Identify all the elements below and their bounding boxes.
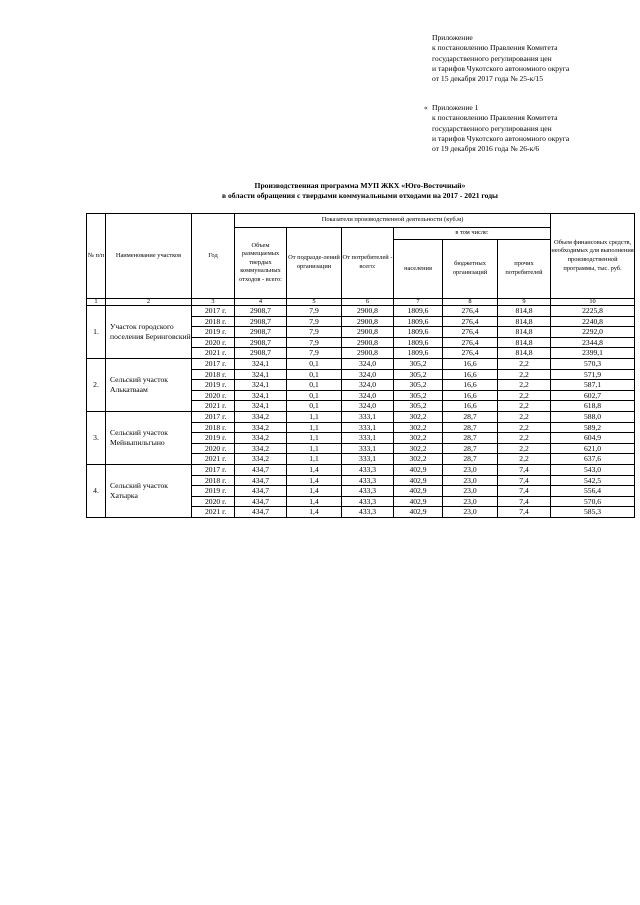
header-other: прочих потребителей xyxy=(498,240,551,299)
column-number: 6 xyxy=(342,299,394,306)
from-orgs-cell: 1,4 xyxy=(287,464,342,475)
volume-cell: 434,7 xyxy=(235,464,287,475)
finance-cell: 2292,0 xyxy=(551,327,635,338)
budget-cell: 28,7 xyxy=(443,433,498,444)
table-body xyxy=(87,306,635,518)
volume-cell: 2908,7 xyxy=(235,327,287,338)
volume-cell: 2908,7 xyxy=(235,348,287,359)
year-cell: 2019 г. xyxy=(192,380,235,391)
population-cell: 1809,6 xyxy=(394,306,443,317)
year-cell: 2018 г. xyxy=(192,316,235,327)
finance-cell: 571,9 xyxy=(551,369,635,380)
from-consumers-cell: 433,3 xyxy=(342,496,394,507)
population-cell: 302,2 xyxy=(394,443,443,454)
header-budget: бюджетных организаций xyxy=(443,240,498,299)
annex-line: и тарифов Чукотского автономного округа xyxy=(432,63,570,73)
budget-cell: 16,6 xyxy=(443,380,498,391)
budget-cell: 16,6 xyxy=(443,390,498,401)
from-orgs-cell: 7,9 xyxy=(287,348,342,359)
finance-cell: 604,9 xyxy=(551,433,635,444)
year-cell: 2019 г. xyxy=(192,486,235,497)
finance-cell: 2225,8 xyxy=(551,306,635,317)
finance-cell: 621,0 xyxy=(551,443,635,454)
budget-cell: 16,6 xyxy=(443,401,498,412)
from-consumers-cell: 433,3 xyxy=(342,486,394,497)
year-cell: 2021 г. xyxy=(192,454,235,465)
column-number: 2 xyxy=(106,299,192,306)
volume-cell: 334,2 xyxy=(235,443,287,454)
finance-cell: 2240,8 xyxy=(551,316,635,327)
finance-cell: 602,7 xyxy=(551,390,635,401)
population-cell: 305,2 xyxy=(394,401,443,412)
other-cell: 2,2 xyxy=(498,411,551,422)
group-number: 4. xyxy=(87,464,106,517)
budget-cell: 28,7 xyxy=(443,443,498,454)
volume-cell: 324,1 xyxy=(235,390,287,401)
finance-cell: 543,0 xyxy=(551,464,635,475)
population-cell: 402,9 xyxy=(394,464,443,475)
budget-cell: 23,0 xyxy=(443,486,498,497)
finance-cell: 556,4 xyxy=(551,486,635,497)
volume-cell: 334,2 xyxy=(235,422,287,433)
document-title xyxy=(80,181,640,200)
annex-line: и тарифов Чукотского автономного округа xyxy=(432,133,570,143)
other-cell: 2,2 xyxy=(498,390,551,401)
other-cell: 814,8 xyxy=(498,348,551,359)
year-cell: 2018 г. xyxy=(192,422,235,433)
other-cell: 7,4 xyxy=(498,496,551,507)
header-year: Год xyxy=(192,214,235,299)
group-number: 1. xyxy=(87,306,106,359)
from-orgs-cell: 0,1 xyxy=(287,380,342,391)
population-cell: 1809,6 xyxy=(394,327,443,338)
from-orgs-cell: 7,9 xyxy=(287,306,342,317)
from-consumers-cell: 333,1 xyxy=(342,433,394,444)
finance-cell: 585,3 xyxy=(551,507,635,518)
title-line-2: в области обращения с твердыми коммунальными отходами на 2017 - 2021 годы xyxy=(221,190,498,200)
budget-cell: 276,4 xyxy=(443,348,498,359)
from-orgs-cell: 1,1 xyxy=(287,411,342,422)
volume-cell: 324,1 xyxy=(235,380,287,391)
finance-cell: 570,6 xyxy=(551,496,635,507)
from-orgs-cell: 7,9 xyxy=(287,327,342,338)
from-orgs-cell: 1,1 xyxy=(287,422,342,433)
population-cell: 402,9 xyxy=(394,475,443,486)
population-cell: 302,2 xyxy=(394,422,443,433)
annex-line: от 15 декабря 2017 года № 25-к/15 xyxy=(432,74,544,84)
year-cell: 2019 г. xyxy=(192,327,235,338)
year-cell: 2017 г. xyxy=(192,411,235,422)
column-number: 5 xyxy=(287,299,342,306)
year-cell: 2021 г. xyxy=(192,348,235,359)
from-consumers-cell: 324,0 xyxy=(342,369,394,380)
population-cell: 1809,6 xyxy=(394,337,443,348)
budget-cell: 276,4 xyxy=(443,306,498,317)
header-from-orgs: От подразде-лений организации xyxy=(287,228,342,299)
from-orgs-cell: 0,1 xyxy=(287,358,342,369)
title-line-1: Производственная программа МУП ЖКХ «Юго-Восточный» xyxy=(254,181,466,190)
budget-cell: 23,0 xyxy=(443,496,498,507)
other-cell: 2,2 xyxy=(498,380,551,391)
population-cell: 402,9 xyxy=(394,496,443,507)
from-consumers-cell: 333,1 xyxy=(342,454,394,465)
header-from-consumers: От потребителей - всего: xyxy=(342,228,394,299)
from-orgs-cell: 1,4 xyxy=(287,496,342,507)
year-cell: 2017 г. xyxy=(192,358,235,369)
from-consumers-cell: 2900,8 xyxy=(342,337,394,348)
volume-cell: 324,1 xyxy=(235,401,287,412)
budget-cell: 28,7 xyxy=(443,422,498,433)
population-cell: 302,2 xyxy=(394,411,443,422)
other-cell: 814,8 xyxy=(498,316,551,327)
annex-line: государственного регулирования цен xyxy=(432,123,552,133)
year-cell: 2018 г. xyxy=(192,369,235,380)
table-row xyxy=(87,306,635,317)
from-consumers-cell: 333,1 xyxy=(342,411,394,422)
column-number: 10 xyxy=(551,299,635,306)
population-cell: 402,9 xyxy=(394,507,443,518)
group-number: 3. xyxy=(87,411,106,464)
other-cell: 2,2 xyxy=(498,454,551,465)
section-name: Сельский участок Мейныпильгыно xyxy=(106,411,192,464)
from-consumers-cell: 2900,8 xyxy=(342,306,394,317)
year-cell: 2021 г. xyxy=(192,507,235,518)
year-cell: 2017 г. xyxy=(192,464,235,475)
finance-cell: 618,8 xyxy=(551,401,635,412)
year-cell: 2019 г. xyxy=(192,433,235,444)
opening-quote: « xyxy=(424,103,428,112)
population-cell: 1809,6 xyxy=(394,348,443,359)
other-cell: 2,2 xyxy=(498,422,551,433)
population-cell: 305,2 xyxy=(394,390,443,401)
column-number-row xyxy=(87,299,635,306)
volume-cell: 2908,7 xyxy=(235,316,287,327)
year-cell: 2020 г. xyxy=(192,390,235,401)
annex-line: к постановлению Правления Комитета xyxy=(432,113,558,123)
finance-cell: 588,0 xyxy=(551,411,635,422)
budget-cell: 23,0 xyxy=(443,475,498,486)
budget-cell: 16,6 xyxy=(443,358,498,369)
finance-cell: 2344,8 xyxy=(551,337,635,348)
annex-line: Приложение xyxy=(432,33,473,42)
from-orgs-cell: 1,1 xyxy=(287,454,342,465)
other-cell: 2,2 xyxy=(498,443,551,454)
from-consumers-cell: 433,3 xyxy=(342,464,394,475)
annex-line: Приложение 1 xyxy=(432,103,479,112)
budget-cell: 276,4 xyxy=(443,316,498,327)
year-cell: 2021 г. xyxy=(192,401,235,412)
population-cell: 302,2 xyxy=(394,454,443,465)
other-cell: 814,8 xyxy=(498,306,551,317)
from-orgs-cell: 1,4 xyxy=(287,475,342,486)
year-cell: 2020 г. xyxy=(192,496,235,507)
volume-cell: 324,1 xyxy=(235,358,287,369)
other-cell: 2,2 xyxy=(498,401,551,412)
other-cell: 814,8 xyxy=(498,337,551,348)
column-number: 8 xyxy=(443,299,498,306)
other-cell: 7,4 xyxy=(498,507,551,518)
table-row xyxy=(87,464,635,475)
from-orgs-cell: 1,1 xyxy=(287,433,342,444)
population-cell: 305,2 xyxy=(394,358,443,369)
column-number: 7 xyxy=(394,299,443,306)
finance-cell: 637,6 xyxy=(551,454,635,465)
volume-cell: 334,2 xyxy=(235,454,287,465)
column-number: 4 xyxy=(235,299,287,306)
header-population: населения xyxy=(394,240,443,299)
population-cell: 305,2 xyxy=(394,369,443,380)
from-orgs-cell: 1,1 xyxy=(287,443,342,454)
budget-cell: 23,0 xyxy=(443,507,498,518)
header-indicators: Показатели производственной деятельности (куб.м) xyxy=(235,214,551,228)
volume-cell: 2908,7 xyxy=(235,306,287,317)
header-name: Наименование участков xyxy=(106,214,192,299)
volume-cell: 324,1 xyxy=(235,369,287,380)
volume-cell: 334,2 xyxy=(235,433,287,444)
table-row xyxy=(87,358,635,369)
from-consumers-cell: 333,1 xyxy=(342,443,394,454)
production-program-table xyxy=(86,213,635,518)
header-finance: Объем финансовых средств, необходимых для выполнения производственной программы, тыс. руб. xyxy=(551,214,635,299)
from-orgs-cell: 7,9 xyxy=(287,316,342,327)
from-orgs-cell: 0,1 xyxy=(287,390,342,401)
volume-cell: 2908,7 xyxy=(235,337,287,348)
other-cell: 2,2 xyxy=(498,369,551,380)
volume-cell: 434,7 xyxy=(235,496,287,507)
from-orgs-cell: 0,1 xyxy=(287,401,342,412)
annex-header-current xyxy=(432,33,632,84)
from-consumers-cell: 433,3 xyxy=(342,507,394,518)
header-num: № п/п xyxy=(87,214,106,299)
budget-cell: 28,7 xyxy=(443,411,498,422)
from-consumers-cell: 433,3 xyxy=(342,475,394,486)
from-orgs-cell: 7,9 xyxy=(287,337,342,348)
from-consumers-cell: 2900,8 xyxy=(342,348,394,359)
column-number: 1 xyxy=(87,299,106,306)
volume-cell: 434,7 xyxy=(235,475,287,486)
volume-cell: 434,7 xyxy=(235,507,287,518)
from-consumers-cell: 2900,8 xyxy=(342,316,394,327)
budget-cell: 276,4 xyxy=(443,327,498,338)
other-cell: 2,2 xyxy=(498,358,551,369)
annex-line: государственного регулирования цен xyxy=(432,53,552,63)
from-consumers-cell: 324,0 xyxy=(342,358,394,369)
from-consumers-cell: 333,1 xyxy=(342,422,394,433)
column-number: 9 xyxy=(498,299,551,306)
other-cell: 814,8 xyxy=(498,327,551,338)
other-cell: 2,2 xyxy=(498,433,551,444)
from-consumers-cell: 324,0 xyxy=(342,401,394,412)
year-cell: 2018 г. xyxy=(192,475,235,486)
group-number: 2. xyxy=(87,358,106,411)
other-cell: 7,4 xyxy=(498,464,551,475)
annex-line: от 19 декабря 2016 года № 26-к/6 xyxy=(432,144,540,154)
budget-cell: 276,4 xyxy=(443,337,498,348)
population-cell: 305,2 xyxy=(394,380,443,391)
budget-cell: 23,0 xyxy=(443,464,498,475)
budget-cell: 16,6 xyxy=(443,369,498,380)
year-cell: 2017 г. xyxy=(192,306,235,317)
from-orgs-cell: 1,4 xyxy=(287,507,342,518)
other-cell: 7,4 xyxy=(498,486,551,497)
budget-cell: 28,7 xyxy=(443,454,498,465)
finance-cell: 587,1 xyxy=(551,380,635,391)
header-including: в том числе: xyxy=(394,228,551,240)
annex-header-previous xyxy=(424,103,632,154)
header-volume: Объем размещаемых твердых коммунальных отходов - всего: xyxy=(235,228,287,299)
from-orgs-cell: 0,1 xyxy=(287,369,342,380)
section-name: Сельский участок Алькатваам xyxy=(106,358,192,411)
column-number: 3 xyxy=(192,299,235,306)
population-cell: 302,2 xyxy=(394,433,443,444)
other-cell: 7,4 xyxy=(498,475,551,486)
population-cell: 402,9 xyxy=(394,486,443,497)
annex-line: к постановлению Правления Комитета xyxy=(432,43,558,53)
year-cell: 2020 г. xyxy=(192,443,235,454)
from-orgs-cell: 1,4 xyxy=(287,486,342,497)
from-consumers-cell: 324,0 xyxy=(342,380,394,391)
table-row xyxy=(87,411,635,422)
finance-cell: 589,2 xyxy=(551,422,635,433)
section-name: Участок городского поселения Беринговский xyxy=(106,306,192,359)
volume-cell: 334,2 xyxy=(235,411,287,422)
volume-cell: 434,7 xyxy=(235,486,287,497)
from-consumers-cell: 324,0 xyxy=(342,390,394,401)
section-name: Сельский участок Хатырка xyxy=(106,464,192,517)
finance-cell: 570,3 xyxy=(551,358,635,369)
finance-cell: 542,5 xyxy=(551,475,635,486)
year-cell: 2020 г. xyxy=(192,337,235,348)
from-consumers-cell: 2900,8 xyxy=(342,327,394,338)
finance-cell: 2399,1 xyxy=(551,348,635,359)
population-cell: 1809,6 xyxy=(394,316,443,327)
